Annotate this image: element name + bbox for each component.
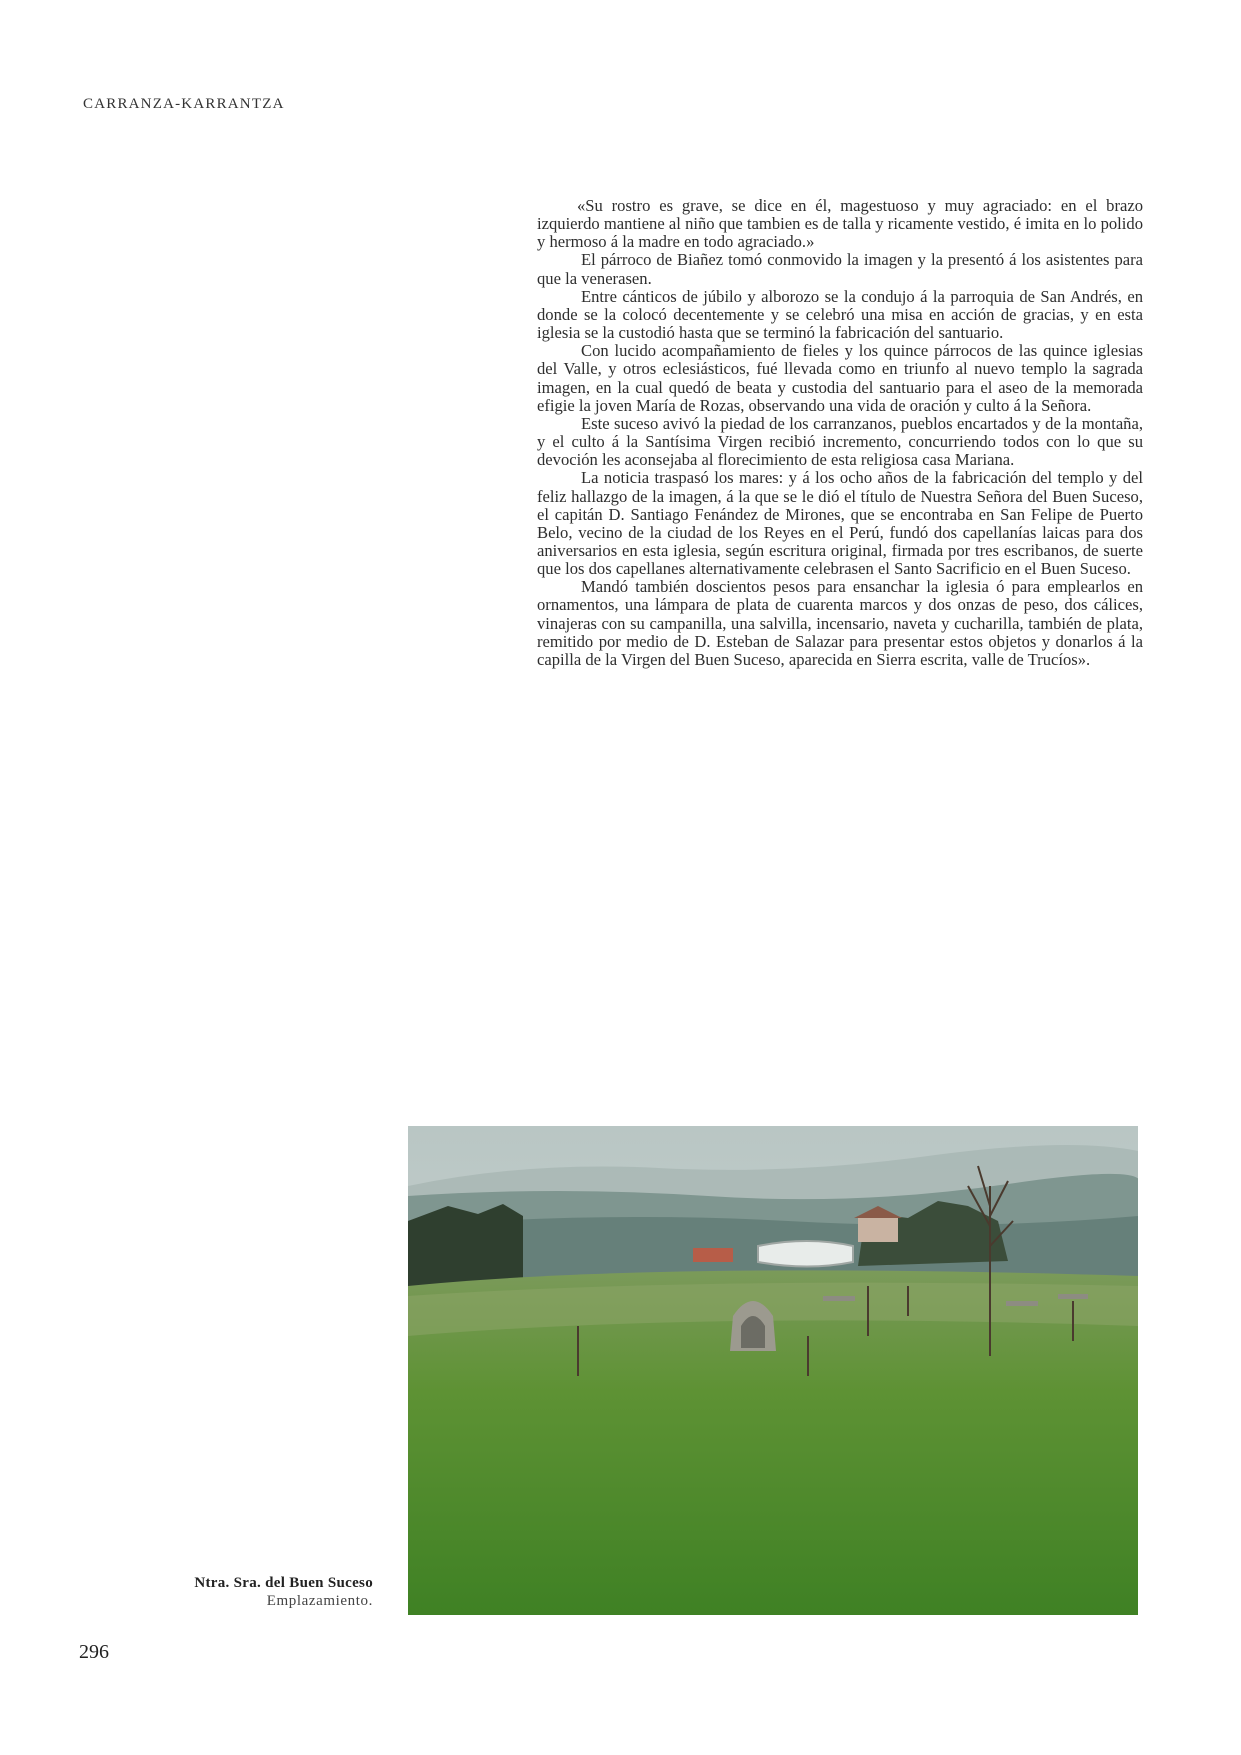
paragraph: Entre cánticos de júbilo y alborozo se la condujo á la parroquia de San Andrés, en donde se la colocó decentemente y se celebró una misa en acción de gracias, y en esta iglesia se la custodió hasta que se terminó la fabricación del santuario.	[537, 286, 1143, 343]
paragraph: Con lucido acompañamiento de fieles y los quince párrocos de las quince iglesias del Valle, y otros eclesiásticos, fué llevada como en triunfo al nuevo templo la sagrada imagen, en la cual quedó de beata y custodia del santuario para el aseo de la memorada efigie la joven María de Rozas, observando una vida de oración y culto á la Señora.	[537, 341, 1143, 415]
paragraph: Mandó también doscientos pesos para ensanchar la iglesia ó para emplearlos en ornamentos, una lámpara de plata de cuarenta marcos y dos onzas de peso, dos cálices, vinajeras con su campanilla, una salvilla, incensario, naveta y cucharilla, también de plata, remitido por medio de D. Esteban de Salazar para presentar estos objetos y donarlos á la capilla de la Virgen del Buen Suceso, aparecida en Sierra escrita, valle de Trucíos».	[537, 577, 1143, 669]
paragraph: «Su rostro es grave, se dice en él, magestuoso y muy agraciado: en el brazo izquierdo mantiene al niño que tambien es de talla y ricamente vestido, é imita en lo polido y hermoso á la madre en todo agraciado.»	[537, 196, 1143, 252]
page-number: 296	[79, 1641, 109, 1663]
running-title: CARRANZA-KARRANTZA	[83, 96, 285, 112]
figure-caption	[194, 1574, 373, 1610]
caption-title: Ntra. Sra. del Buen Suceso	[194, 1575, 373, 1591]
paragraph: Este suceso avivó la piedad de los carranzanos, pueblos encartados y de la montaña, y el culto á la Santísima Virgen recibió incremento, concurriendo todos con lo que su devoción les aconsejaba al florecimiento de esta religiosa casa Mariana.	[537, 413, 1143, 470]
article-body	[537, 197, 1143, 669]
caption-subtitle: Emplazamiento.	[266, 1593, 373, 1609]
paragraph: La noticia traspasó los mares: y á los ocho años de la fabricación del templo y del feliz hallazgo de la imagen, á la que se le dió el título de Nuestra Señora del Buen Suceso, el capitán D. Santiago Fenández de Mirones, que se encontraba en San Felipe de Puerto Belo, vecino de la ciudad de los Reyes en el Perú, fundó dos capellanías laicas para dos aniversarios en esta iglesia, según escritura original, firmada por tres escribanos, de suerte que los dos capellanes alternativamente celebrasen el Santo Sacrificio en el Buen Suceso.	[537, 468, 1143, 579]
landscape-photo	[408, 1126, 1138, 1615]
paragraph: El párroco de Biañez tomó conmovido la imagen y la presentó á los asistentes para que la venerasen.	[537, 250, 1143, 288]
